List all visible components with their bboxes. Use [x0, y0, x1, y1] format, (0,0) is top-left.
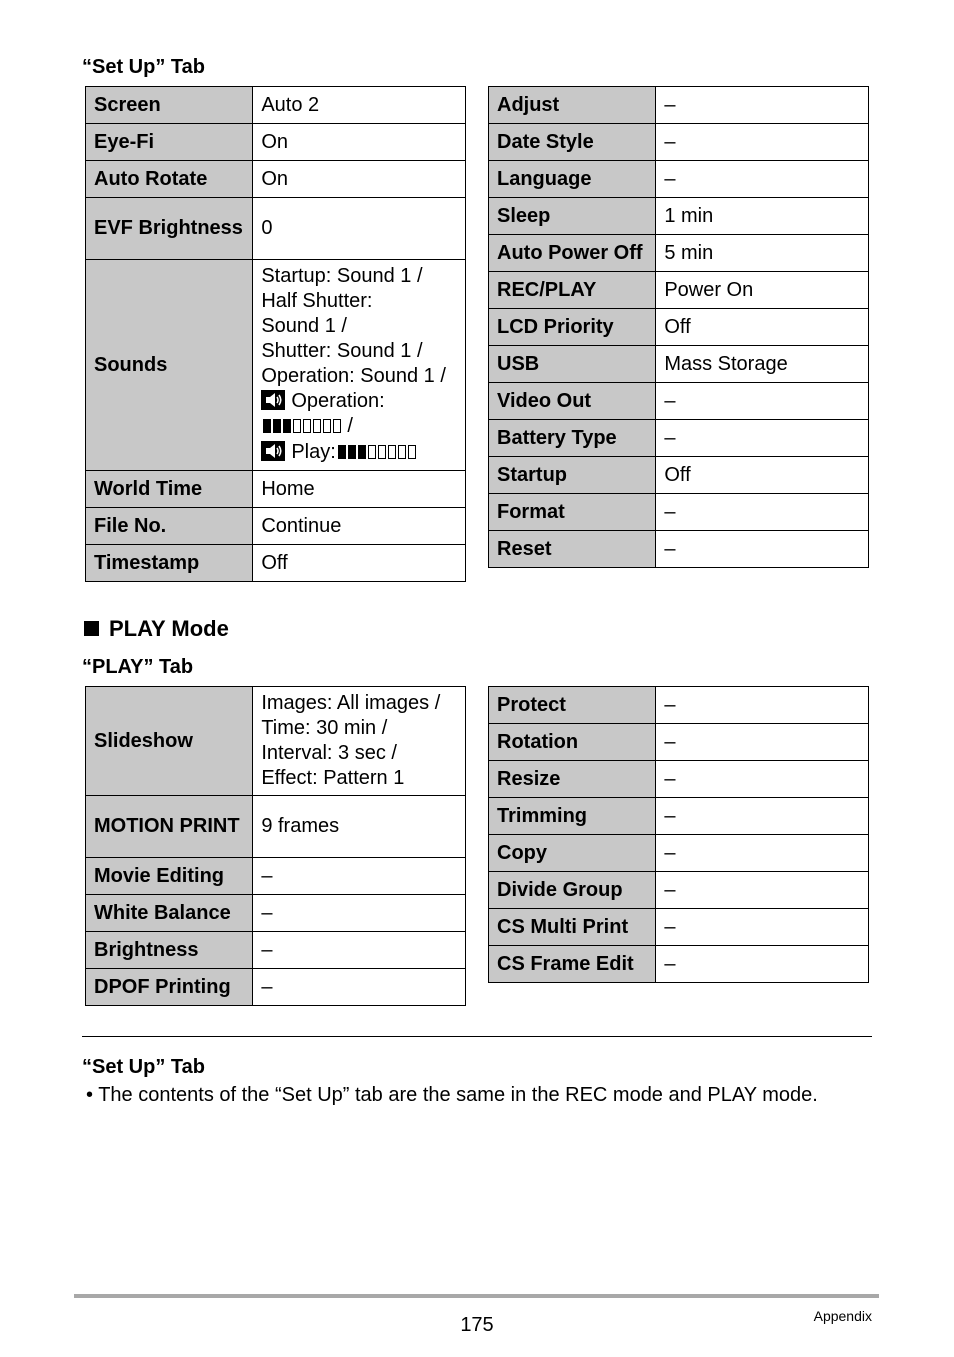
play-mode-title-text: PLAY Mode [109, 616, 229, 641]
table-row [86, 198, 466, 260]
row-value: – [656, 531, 869, 568]
setup-right-table [488, 86, 869, 568]
row-label: Auto Power Off [489, 235, 656, 272]
table-row [489, 420, 869, 457]
row-label: Sleep [489, 198, 656, 235]
level-square-empty [368, 445, 376, 459]
table-row [86, 895, 466, 932]
level-square-filled [283, 419, 291, 433]
level-square-filled [263, 419, 271, 433]
level-square-empty [378, 445, 386, 459]
table-row [86, 124, 466, 161]
row-label: Language [489, 161, 656, 198]
level-square-filled [348, 445, 356, 459]
row-label: Eye-Fi [86, 124, 253, 161]
row-value: – [656, 420, 869, 457]
row-label: File No. [86, 508, 253, 545]
table-row [86, 858, 466, 895]
table-row [489, 346, 869, 383]
table-row [489, 909, 869, 946]
row-value: – [253, 969, 466, 1006]
row-label: Sounds [86, 260, 253, 471]
row-value: 9 frames [253, 796, 466, 858]
row-value: – [656, 383, 869, 420]
slideshow-line: Interval: 3 sec / [261, 742, 397, 764]
sounds-operation-line [261, 389, 457, 414]
operation-label: Operation: [291, 390, 385, 412]
table-row [86, 796, 466, 858]
sounds-line: Operation: Sound 1 / [261, 365, 446, 387]
table-row [489, 835, 869, 872]
play-mode-section-title [84, 616, 229, 642]
table-row [489, 87, 869, 124]
play-left-table [85, 686, 466, 1006]
table-row [489, 687, 869, 724]
row-value: Mass Storage [656, 346, 869, 383]
row-value: – [656, 909, 869, 946]
row-label: Trimming [489, 798, 656, 835]
row-value: – [253, 858, 466, 895]
row-label: Resize [489, 761, 656, 798]
speaker-icon [261, 441, 285, 461]
setup-left-table [85, 86, 466, 582]
table-row [489, 309, 869, 346]
table-row [489, 457, 869, 494]
level-square-empty [388, 445, 396, 459]
slash-text: / [347, 415, 353, 437]
row-label: Format [489, 494, 656, 531]
row-label: Reset [489, 531, 656, 568]
sounds-operation-level-line [261, 414, 457, 440]
level-square-empty [313, 419, 321, 433]
table-row [489, 946, 869, 983]
row-label: Video Out [489, 383, 656, 420]
table-row [489, 531, 869, 568]
level-square-filled [338, 445, 346, 459]
row-label: Date Style [489, 124, 656, 161]
row-value: Auto 2 [253, 87, 466, 124]
row-value: – [656, 798, 869, 835]
row-value: On [253, 124, 466, 161]
play-tab-heading: “PLAY” Tab [82, 656, 194, 678]
table-row [86, 161, 466, 198]
row-label: Rotation [489, 724, 656, 761]
table-row [489, 798, 869, 835]
slideshow-value [253, 687, 466, 796]
level-square-filled [273, 419, 281, 433]
table-row [86, 260, 466, 471]
page-number: 175 [460, 1314, 494, 1336]
row-value: 0 [253, 198, 466, 260]
level-square-empty [323, 419, 331, 433]
sounds-play-line [261, 440, 457, 466]
table-row [489, 383, 869, 420]
row-label: Battery Type [489, 420, 656, 457]
row-label: Slideshow [86, 687, 253, 796]
row-value: – [656, 87, 869, 124]
row-value: – [656, 761, 869, 798]
table-row [489, 235, 869, 272]
row-label: CS Frame Edit [489, 946, 656, 983]
row-label: REC/PLAY [489, 272, 656, 309]
row-value: – [656, 724, 869, 761]
table-row [489, 161, 869, 198]
row-label: World Time [86, 471, 253, 508]
table-row [489, 724, 869, 761]
level-square-empty [333, 419, 341, 433]
row-value: Off [656, 309, 869, 346]
row-value: Power On [656, 272, 869, 309]
play-label: Play: [291, 441, 336, 463]
speaker-icon [261, 390, 285, 410]
row-value: – [656, 161, 869, 198]
row-label: Auto Rotate [86, 161, 253, 198]
row-label: Protect [489, 687, 656, 724]
sounds-value [253, 260, 466, 471]
sounds-line: Startup: Sound 1 / [261, 265, 423, 287]
row-label: Brightness [86, 932, 253, 969]
row-value: Continue [253, 508, 466, 545]
row-value: Off [656, 457, 869, 494]
level-square-empty [398, 445, 406, 459]
row-label: Startup [489, 457, 656, 494]
row-value: – [656, 835, 869, 872]
setup-note-text: • The contents of the “Set Up” tab are the same in the REC mode and PLAY mode. [86, 1084, 818, 1106]
row-label: Movie Editing [86, 858, 253, 895]
setup-note-heading: “Set Up” Tab [82, 1056, 205, 1078]
row-value: – [656, 124, 869, 161]
footer-bar [74, 1294, 879, 1298]
row-label: CS Multi Print [489, 909, 656, 946]
table-row [489, 124, 869, 161]
square-bullet-icon [84, 621, 99, 636]
level-square-empty [293, 419, 301, 433]
footer-section-label: Appendix [813, 1308, 872, 1324]
level-square-empty [303, 419, 311, 433]
sounds-line: Shutter: Sound 1 / [261, 340, 423, 362]
section-divider [82, 1036, 872, 1037]
row-label: Timestamp [86, 545, 253, 582]
table-row [489, 272, 869, 309]
row-value: – [656, 687, 869, 724]
table-row [489, 761, 869, 798]
row-label: EVF Brightness [86, 198, 253, 260]
row-label: Divide Group [489, 872, 656, 909]
row-label: USB [489, 346, 656, 383]
table-row [86, 545, 466, 582]
table-row [489, 494, 869, 531]
slideshow-line: Time: 30 min / [261, 717, 388, 739]
row-value: On [253, 161, 466, 198]
table-row [86, 687, 466, 796]
operation-volume-level [263, 415, 343, 440]
table-row [86, 87, 466, 124]
table-row [86, 508, 466, 545]
row-value: – [253, 895, 466, 932]
table-row [489, 198, 869, 235]
row-value: Home [253, 471, 466, 508]
row-label: LCD Priority [489, 309, 656, 346]
play-right-table [488, 686, 869, 983]
row-value: – [253, 932, 466, 969]
row-value: – [656, 946, 869, 983]
level-square-filled [358, 445, 366, 459]
row-value: 5 min [656, 235, 869, 272]
slideshow-line: Effect: Pattern 1 [261, 767, 405, 789]
row-value: – [656, 494, 869, 531]
table-row [489, 872, 869, 909]
sounds-line: Sound 1 / [261, 315, 347, 337]
row-label: White Balance [86, 895, 253, 932]
table-row [86, 471, 466, 508]
table-row [86, 969, 466, 1006]
row-label: DPOF Printing [86, 969, 253, 1006]
sounds-line: Half Shutter: [261, 290, 373, 312]
row-label: Screen [86, 87, 253, 124]
table-row [86, 932, 466, 969]
row-label: Adjust [489, 87, 656, 124]
row-label: MOTION PRINT [86, 796, 253, 858]
setup-tab-heading: “Set Up” Tab [82, 56, 205, 78]
slideshow-line: Images: All images / [261, 692, 441, 714]
row-value: – [656, 872, 869, 909]
row-value: 1 min [656, 198, 869, 235]
row-label: Copy [489, 835, 656, 872]
level-square-empty [408, 445, 416, 459]
play-volume-level [338, 441, 418, 466]
row-value: Off [253, 545, 466, 582]
